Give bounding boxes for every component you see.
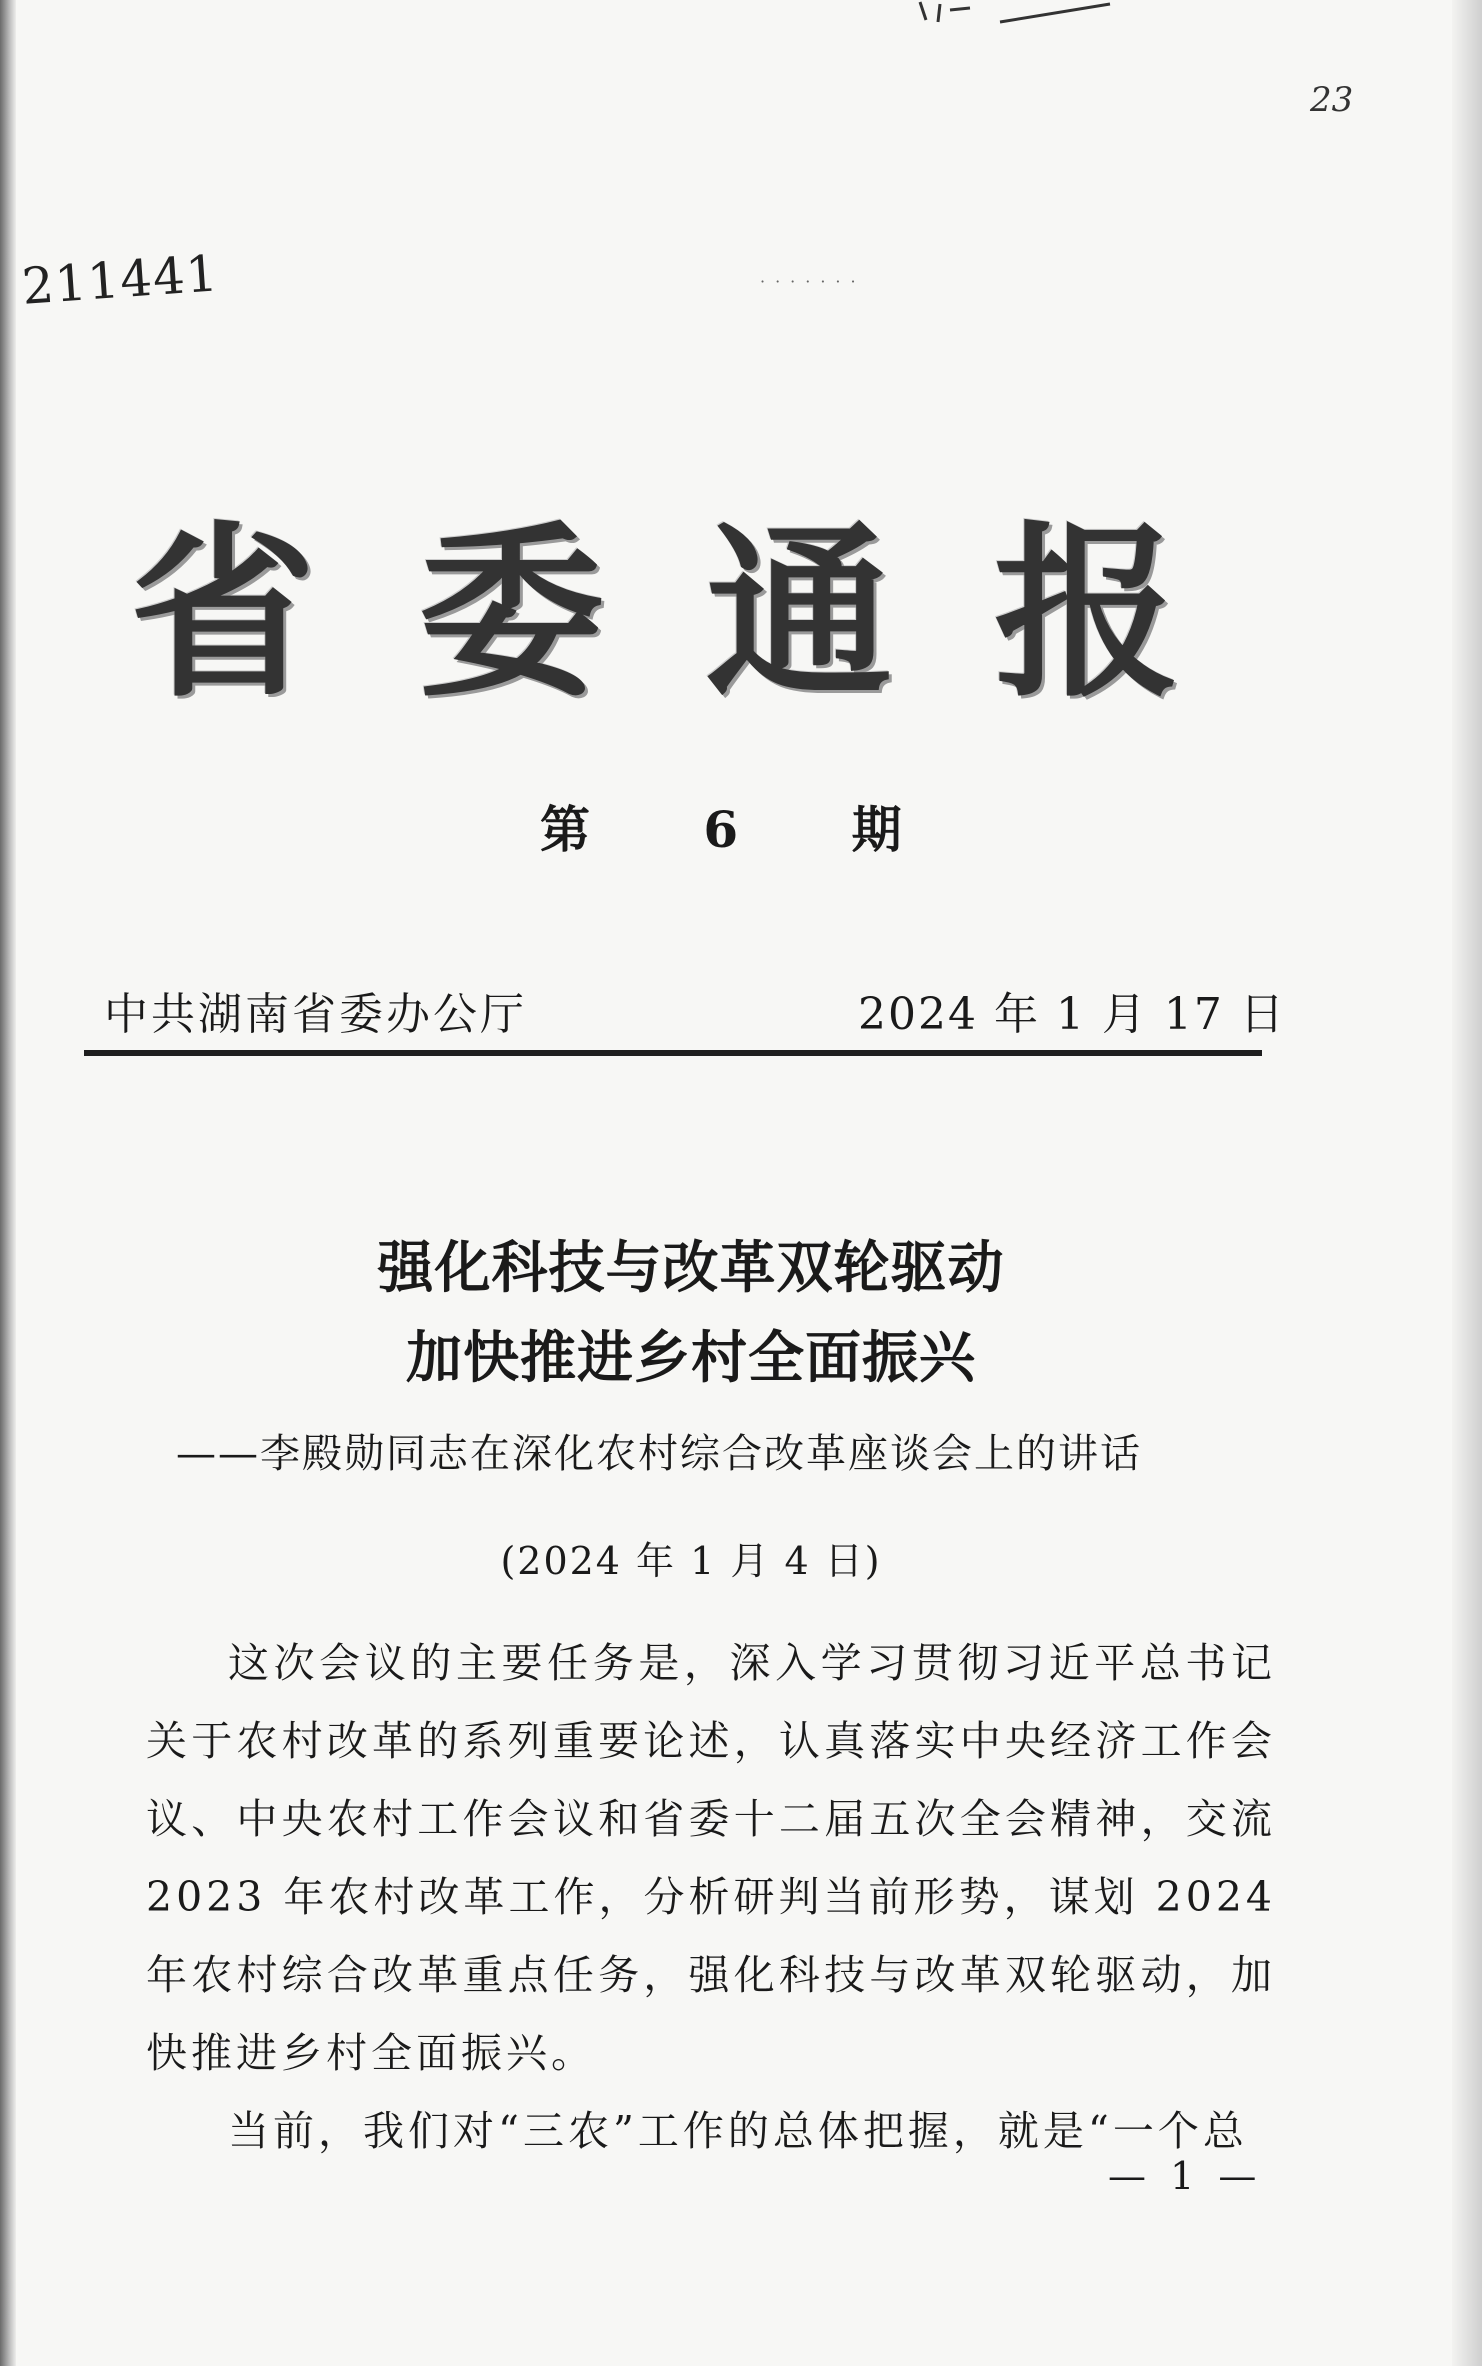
masthead-char: 委 [417, 503, 604, 722]
handwritten-corner-number: 23 [1310, 80, 1354, 120]
document-id: 211441 [20, 244, 221, 316]
article-subtitle: ——李殿勋同志在深化农村综合改革座谈会上的讲话 [176, 1431, 1142, 1477]
page-edge-shadow [1452, 0, 1482, 2366]
masthead-char: 报 [993, 503, 1180, 722]
issue-date: 2024 年 1 月 17 日 [858, 989, 1286, 1040]
handwritten-scribble [880, 0, 1120, 26]
body-paragraph: 这次会议的主要任务是，深入学习贯彻习近平总书记关于农村改革的系列重要论述，认真落实中央经济工作会议、中央农村工作会议和省委十二届五次全会精神，交流 2023 年农村改革工作，分析研判当前形势，谋划 2024 年农村综合改革重点任务，强化科技与改革双轮驱动，加快推进乡村全面振兴。 [146, 1639, 1276, 2077]
masthead-title [130, 503, 1180, 722]
masthead-char: 通 [705, 503, 892, 722]
masthead-char: 省 [130, 503, 317, 722]
body-paragraph: 当前，我们对“三农”工作的总体把握，就是“一个总 [228, 2107, 1248, 2155]
issuing-office: 中共湖南省委办公厅 [104, 989, 527, 1040]
decorative-dots: ······· [760, 272, 866, 291]
article-title-line2: 加快推进乡村全面振兴 [406, 1325, 976, 1391]
article-body [146, 1624, 1276, 2170]
speech-date: (2024 年 1 月 4 日) [500, 1539, 882, 1583]
article-title-line1: 强化科技与改革双轮驱动 [377, 1235, 1005, 1301]
header-divider [84, 1050, 1262, 1056]
page-binding-shadow [0, 0, 16, 2366]
issue-number: 第 6 期 [540, 800, 950, 859]
page-number: — 1 — [1108, 2154, 1263, 2198]
